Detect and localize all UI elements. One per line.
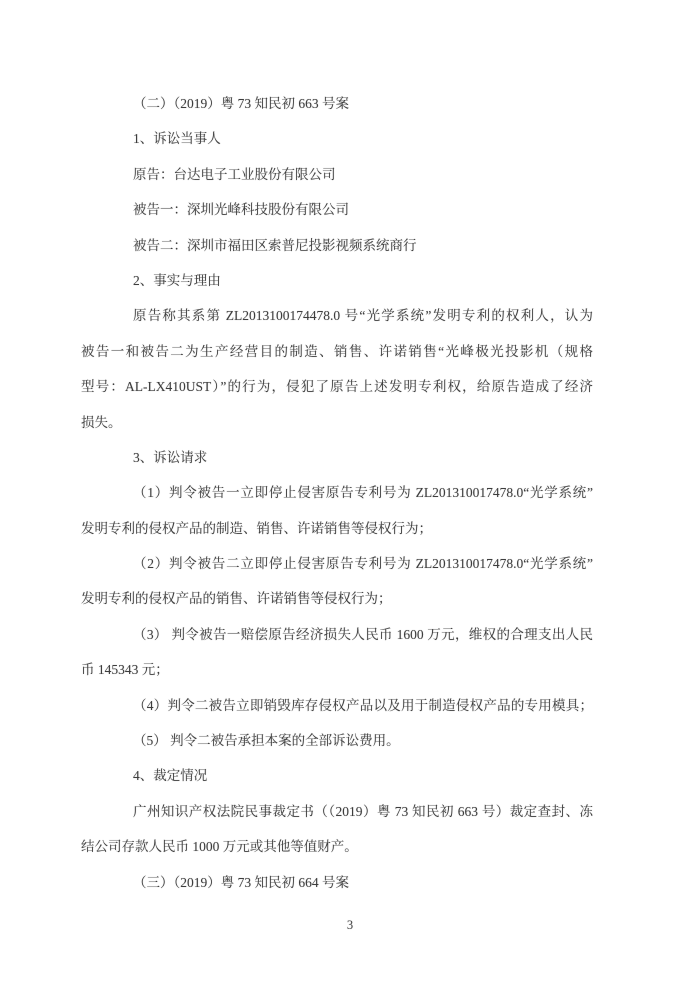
document-line: 损失。 (81, 414, 122, 430)
document-line: 被告一和被告二为生产经营目的制造、销售、许诺销售“光峰极光投影机（规格 (81, 343, 593, 359)
page-number: 3 (346, 918, 354, 932)
section-heading: 4、裁定情况 (133, 768, 208, 784)
document-line: （4）判令二被告立即销毁库存侵权产品以及用于制造侵权产品的专用模具； (133, 697, 593, 713)
section-heading: 3、诉讼请求 (133, 449, 208, 465)
document-line: 被告二：深圳市福田区索普尼投影视频系统商行 (133, 237, 417, 253)
document-line: 型号：AL-LX410UST）”的行为，侵犯了原告上述发明专利权，给原告造成了经济 (81, 379, 593, 395)
document-line: （2）判令被告二立即停止侵害原告专利号为 ZL201310017478.0“光学系统” (133, 556, 593, 572)
document-line: 被告一：深圳光峰科技股份有限公司 (133, 202, 349, 218)
section-heading: 1、诉讼当事人 (133, 131, 221, 147)
document-line: （1）判令被告一立即停止侵害原告专利号为 ZL201310017478.0“光学系统” (133, 485, 593, 501)
document-line: 结公司存款人民币 1000 万元或其他等值财产。 (81, 839, 358, 855)
document-line: （3） 判令被告一赔偿原告经济损失人民币 1600 万元，维权的合理支出人民 (133, 626, 593, 642)
section-heading: 2、事实与理由 (133, 272, 221, 288)
document-line: 币 145343 元； (81, 662, 169, 678)
document-line: （5） 判令二被告承担本案的全部诉讼费用。 (133, 733, 400, 749)
document-line: 发明专利的侵权产品的销售、许诺销售等侵权行为； (81, 591, 392, 607)
document-line: 原告称其系第 ZL2013100174478.0 号“光学系统”发明专利的权利人，认为 (133, 308, 593, 324)
document-line: 广州知识产权法院民事裁定书（（2019）粤 73 知民初 663 号）裁定查封、冻 (133, 803, 593, 819)
document-body (81, 86, 593, 900)
case-heading: （三）（2019）粤 73 知民初 664 号案 (133, 874, 349, 890)
case-heading: （二）（2019）粤 73 知民初 663 号案 (133, 96, 349, 111)
document-line: 发明专利的侵权产品的制造、销售、许诺销售等侵权行为； (81, 520, 432, 536)
document-line: 原告：台达电子工业股份有限公司 (133, 166, 336, 182)
